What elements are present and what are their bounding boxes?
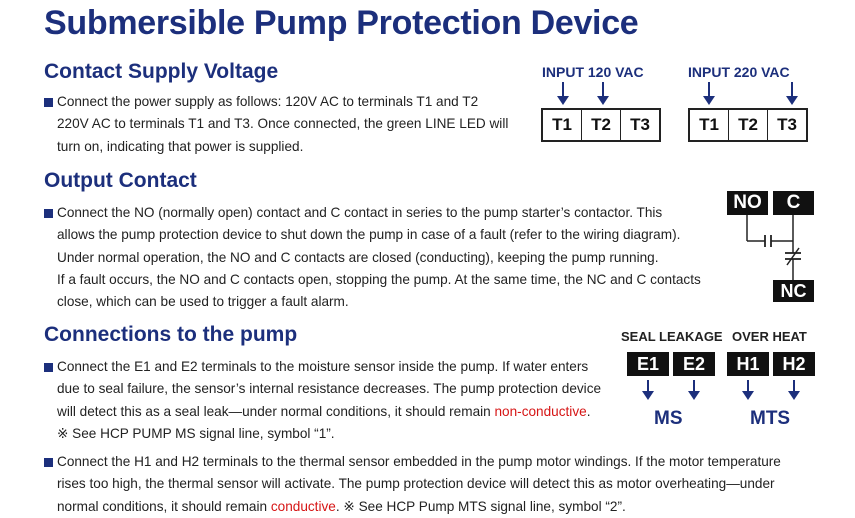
- terminal-h2: H2: [773, 352, 815, 376]
- terminal-h1: H1: [727, 352, 769, 376]
- output-contact-paragraph: [44, 202, 747, 313]
- paragraph-line: 220V AC to terminals T1 and T3. Once connected, the green LINE LED will: [57, 116, 509, 132]
- moisture-sensor-paragraph: [44, 356, 637, 445]
- terminal-t3: T3: [630, 115, 650, 134]
- paragraph-line: Connect the power supply as follows: 120V AC to terminals T1 and T2: [57, 94, 479, 109]
- text-segment: .: [586, 403, 591, 419]
- paragraph-line: Under normal operation, the NO and C contacts are closed (conducting), keeping the pump running.: [57, 249, 659, 265]
- terminal-t3: T3: [777, 115, 797, 134]
- terminal-nc: NC: [773, 280, 814, 302]
- paragraph-line: Connect the E1 and E2 terminals to the moisture sensor inside the pump. If water enters: [57, 359, 589, 374]
- paragraph-line: due to seal failure, the sensor’s internal resistance decreases. The pump protection device: [57, 381, 602, 397]
- terminal-block-120: [541, 108, 661, 142]
- paragraph-line: Connect the H1 and H2 terminals to the thermal sensor embedded in the pump motor windings. If the motor temperature: [57, 454, 781, 469]
- seal-leakage-label: SEAL LEAKAGE: [621, 329, 723, 344]
- ms-label: MS: [654, 408, 683, 429]
- page-title: Submersible Pump Protection Device: [44, 4, 639, 42]
- sensor-arrows: [627, 378, 817, 404]
- paragraph-line: If a fault occurs, the NO and C contacts open, stopping the pump. At the same time, the NC and C contacts: [57, 271, 701, 287]
- paragraph-line: rises too high, the thermal sensor will activate. The pump protection device will detect this as motor overheating—under: [57, 476, 775, 492]
- terminal-block-220: [688, 108, 808, 142]
- text-segment: will detect this as a seal leak—under normal conditions, it should remain: [57, 403, 495, 419]
- terminal-no: NO: [727, 191, 768, 215]
- bullet-marker: [44, 209, 53, 218]
- bullet-marker: [44, 363, 53, 372]
- highlight-non-conductive: non-conductive: [494, 403, 587, 419]
- terminal-t1: T1: [543, 110, 582, 140]
- over-heat-label: OVER HEAT: [732, 329, 807, 344]
- section-heading-output-contact: Output Contact: [44, 169, 197, 192]
- terminal-e1: E1: [627, 352, 669, 376]
- terminal-t2: T2: [582, 110, 621, 140]
- section-heading-supply-voltage: Contact Supply Voltage: [44, 60, 279, 83]
- input-120-label: INPUT 120 VAC: [542, 64, 644, 80]
- supply-voltage-paragraph: [44, 91, 537, 158]
- paragraph-line: [57, 496, 855, 518]
- terminal-c: C: [773, 191, 814, 215]
- section-heading-connections: Connections to the pump: [44, 323, 298, 346]
- input-220-arrows: [687, 80, 817, 108]
- paragraph-line: Connect the NO (normally open) contact and C contact in series to the pump starter’s contactor. This: [57, 205, 663, 220]
- terminal-t1: T1: [690, 110, 729, 140]
- bullet-marker: [44, 458, 53, 467]
- paragraph-line: turn on, indicating that power is supplied.: [57, 138, 304, 154]
- terminal-e2: E2: [673, 352, 715, 376]
- bullet-marker: [44, 98, 53, 107]
- paragraph-line: allows the pump protection device to shut down the pump in case of a fault (refer to the wiring diagram).: [57, 227, 681, 243]
- contact-wiring-symbol: [735, 215, 815, 281]
- text-segment: normal conditions, it should remain: [57, 498, 271, 514]
- input-220-label: INPUT 220 VAC: [688, 64, 790, 80]
- paragraph-line: [57, 401, 637, 423]
- paragraph-line: close, which can be used to trigger a fault alarm.: [57, 294, 349, 310]
- input-120-arrows: [540, 80, 670, 108]
- text-segment: . ※ See HCP Pump MTS signal line, symbol “2”.: [335, 498, 626, 514]
- terminal-t2: T2: [729, 110, 768, 140]
- thermal-sensor-paragraph: [44, 451, 855, 518]
- mts-label: MTS: [750, 408, 791, 429]
- highlight-conductive: conductive: [270, 498, 336, 514]
- reference-note: ※ See HCP PUMP MS signal line, symbol “1”.: [57, 425, 335, 441]
